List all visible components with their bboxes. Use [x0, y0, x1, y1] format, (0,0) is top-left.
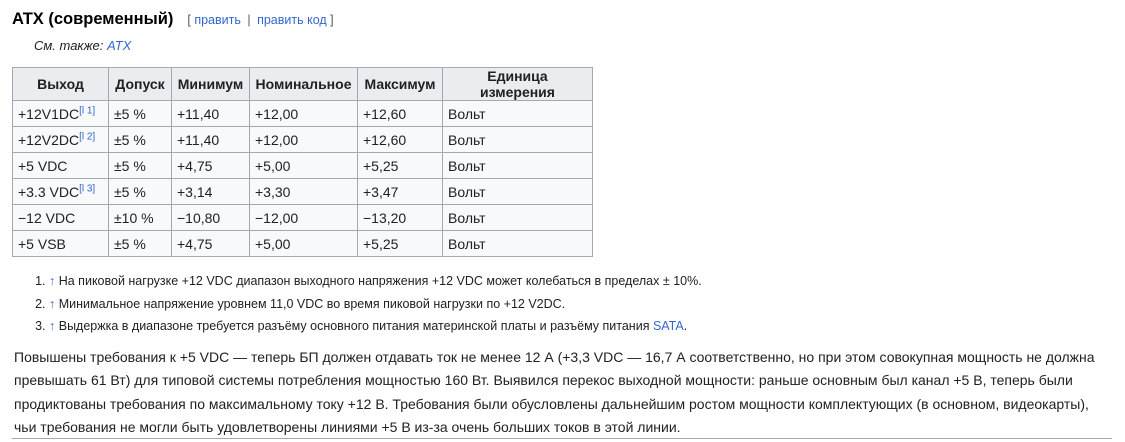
section-title: ATX (современный): [12, 10, 174, 28]
cell-min: +3,14: [172, 179, 250, 205]
table-row: [13, 153, 593, 179]
edit-separator: |: [247, 13, 251, 27]
cell-nominal: −12,00: [250, 205, 358, 231]
table-row: [13, 127, 593, 153]
column-header: Выход: [13, 68, 109, 101]
column-header: Номинальное: [250, 68, 358, 101]
footnote-text: Выдержка в диапазоне требуется разъёму основного питания материнской платы и разъёму питания: [58, 319, 653, 333]
hatnote-link-atx[interactable]: ATX: [106, 38, 132, 53]
cell-unit: Вольт: [443, 101, 593, 127]
footnote-item: [49, 315, 1113, 338]
table-row: [13, 205, 593, 231]
divider: [12, 438, 1112, 439]
cell-output: [13, 179, 109, 205]
cell-unit: Вольт: [443, 127, 593, 153]
footnote-suffix: .: [683, 319, 688, 333]
footnote-backlink-1[interactable]: ↑: [49, 274, 56, 288]
section-heading: [12, 10, 1113, 36]
output-label: +12V2DC: [18, 131, 80, 148]
cell-min: −10,80: [172, 205, 250, 231]
output-label: +5 VSB: [18, 235, 66, 252]
table-header-row: [13, 68, 593, 101]
cell-tolerance: ±10 %: [109, 205, 172, 231]
column-header: Максимум: [358, 68, 443, 101]
column-header: Допуск: [109, 68, 172, 101]
cell-tolerance: ±5 %: [109, 153, 172, 179]
table-row: [13, 179, 593, 205]
hatnote: [34, 38, 1113, 58]
column-header: Минимум: [172, 68, 250, 101]
footnote-ref-2[interactable]: [l 2]: [79, 130, 96, 142]
edit-bracket-open: [: [187, 13, 191, 27]
cell-min: +11,40: [172, 127, 250, 153]
cell-min: +4,75: [172, 153, 250, 179]
cell-output: [13, 153, 109, 179]
footnote-item: [49, 270, 1113, 293]
cell-unit: Вольт: [443, 205, 593, 231]
cell-nominal: +5,00: [250, 153, 358, 179]
cell-unit: Вольт: [443, 153, 593, 179]
footnote-text: На пиковой нагрузке +12 VDC диапазон выходного напряжения +12 VDC может колебаться в пределах ± 10%.: [58, 274, 702, 288]
output-label: −12 VDC: [18, 209, 76, 226]
table-row: [13, 231, 593, 257]
cell-nominal: +3,30: [250, 179, 358, 205]
column-header: Единица измерения: [443, 68, 593, 101]
sata-link[interactable]: SATA: [652, 319, 684, 333]
footnote-ref-3[interactable]: [l 3]: [79, 182, 96, 194]
cell-max: +3,47: [358, 179, 443, 205]
cell-tolerance: ±5 %: [109, 179, 172, 205]
cell-max: −13,20: [358, 205, 443, 231]
cell-tolerance: ±5 %: [109, 127, 172, 153]
cell-min: +11,40: [172, 101, 250, 127]
output-label: +5 VDC: [18, 157, 68, 174]
cell-output: [13, 127, 109, 153]
cell-max: +5,25: [358, 231, 443, 257]
cell-tolerance: ±5 %: [109, 101, 172, 127]
cell-output: [13, 101, 109, 127]
edit-bracket-close: ]: [330, 13, 334, 27]
edit-link[interactable]: править: [194, 13, 241, 27]
cell-min: +4,75: [172, 231, 250, 257]
footnotes-list: [12, 270, 1113, 338]
cell-tolerance: ±5 %: [109, 231, 172, 257]
footnote-item: [49, 293, 1113, 316]
hatnote-prefix: См. также:: [34, 38, 107, 53]
cell-max: +5,25: [358, 153, 443, 179]
cell-output: [13, 205, 109, 231]
edit-code-link[interactable]: править код: [257, 13, 327, 27]
cell-nominal: +12,00: [250, 127, 358, 153]
footnote-text: Минимальное напряжение уровнем 11,0 VDC во время пиковой нагрузки по +12 V2DC.: [58, 296, 566, 311]
table-row: [13, 101, 593, 127]
cell-nominal: +5,00: [250, 231, 358, 257]
edit-links: [187, 13, 333, 27]
cell-max: +12,60: [358, 127, 443, 153]
cell-unit: Вольт: [443, 179, 593, 205]
output-label: +12V1DC: [18, 105, 80, 122]
body-paragraph: Повышены требования к +5 VDC — теперь БП должен отдавать ток не менее 12 А (+3,3 VDC — 16,7 А соответственно, но при этом совокупная мощность не должна превышать 61 Вт) для типовой системы потребления мощностью 160 Вт. Выявился перекос выходной мощности: раньше основным был канал +5 В, теперь были продиктованы требования по максимальному току +12 В. Требования были обусловлены дальнейшим ростом мощности комплектующих (в основном, видеокарты), чьи требования не могли быть удовлетворены линиями +5 В из-за очень больших токов в этой линии.: [14, 348, 1095, 435]
cell-output: [13, 231, 109, 257]
output-label: +3.3 VDC: [18, 183, 80, 200]
voltage-table: [12, 67, 593, 257]
cell-nominal: +12,00: [250, 101, 358, 127]
cell-max: +12,60: [358, 101, 443, 127]
cell-unit: Вольт: [443, 231, 593, 257]
footnote-backlink-2[interactable]: ↑: [49, 296, 56, 311]
footnote-backlink-3[interactable]: ↑: [49, 319, 56, 333]
footnote-ref-1[interactable]: [l 1]: [79, 104, 96, 116]
